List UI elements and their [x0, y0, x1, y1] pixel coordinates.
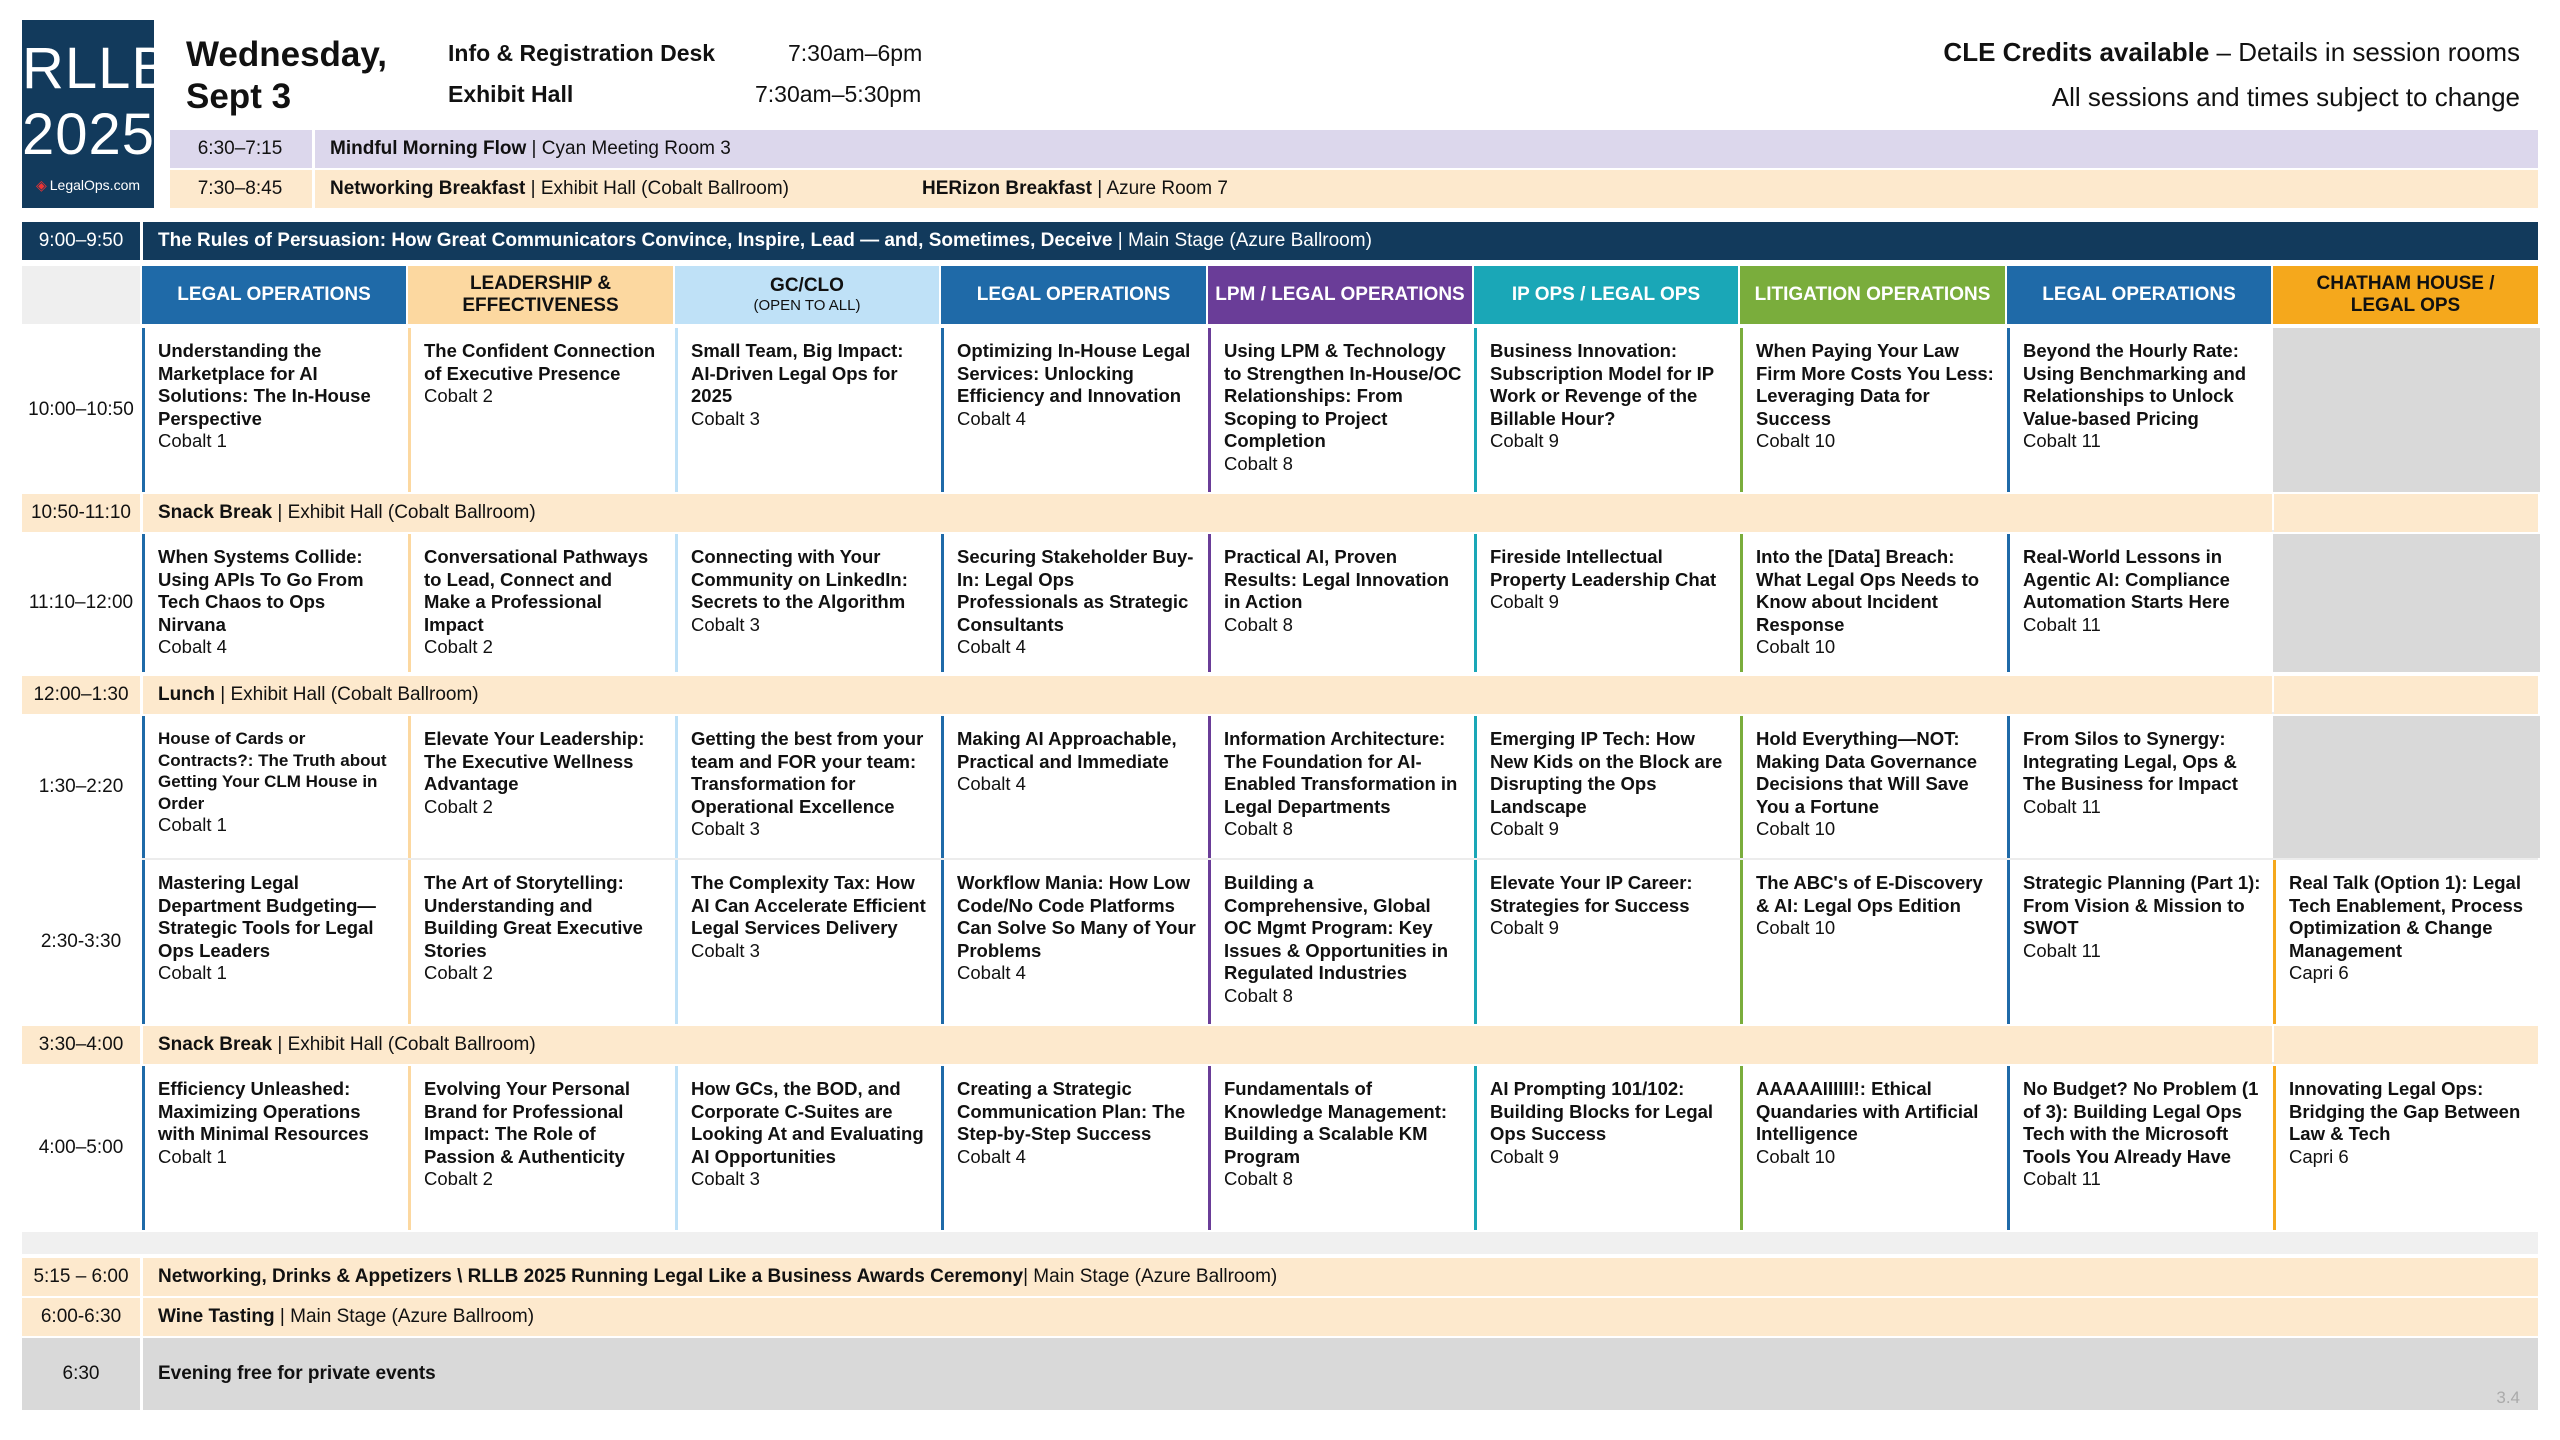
- band-divider: [140, 1298, 143, 1336]
- track-header: [2007, 266, 2271, 324]
- session-cell[interactable]: [675, 534, 939, 672]
- session-room: Cobalt 3: [691, 818, 760, 839]
- evening-time: 6:00-6:30: [40, 1306, 122, 1327]
- session-room: Capri 6: [2289, 1145, 2349, 1167]
- session-room: Cobalt 11: [2023, 613, 2101, 635]
- band-loc: | Cyan Meeting Room 3: [526, 138, 731, 159]
- session-title: Practical AI, Proven Results: Legal Innovation in Action: [1224, 546, 1450, 612]
- session-title: The Confident Connection of Executive Presence: [424, 340, 656, 384]
- track-label: LEADERSHIP &: [469, 273, 612, 294]
- session-cell[interactable]: [941, 1066, 1206, 1230]
- session-title: Emerging IP Tech: How New Kids on the Block are Disrupting the Ops Landscape: [1490, 728, 1723, 817]
- session-title: Understanding the Marketplace for AI Solutions: The In-House Perspective: [158, 340, 371, 429]
- band-divider: [140, 222, 143, 260]
- track-label: LITIGATION OPERATIONS: [1754, 284, 1991, 305]
- track-label: GC/CLO: [770, 275, 844, 296]
- session-room: Cobalt 8: [1224, 984, 1293, 1006]
- band-divider: [140, 1338, 143, 1410]
- session-title: Securing Stakeholder Buy-In: Legal Ops Professionals as Strategic Consultants: [957, 546, 1194, 635]
- session-room: Cobalt 4: [957, 407, 1026, 429]
- track-header: [2273, 266, 2538, 324]
- session-room: Cobalt 4: [957, 636, 1026, 657]
- session-room: Cobalt 2: [424, 962, 493, 983]
- session-title: When Systems Collide: Using APIs To Go From Tech Chaos to Ops Nirvana: [158, 546, 364, 635]
- session-cell[interactable]: [941, 328, 1206, 492]
- evening-title: Wine Tasting: [158, 1306, 275, 1327]
- band-title: Mindful Morning Flow: [330, 138, 527, 159]
- row-time: 4:00–5:00: [38, 1137, 124, 1158]
- session-cell[interactable]: [408, 534, 673, 672]
- session-cell[interactable]: [1474, 534, 1738, 672]
- break-time: 3:30–4:00: [38, 1034, 124, 1055]
- band-loc: | Exhibit Hall (Cobalt Ballroom): [525, 178, 789, 199]
- session-room: Cobalt 10: [1756, 917, 1836, 938]
- band-divider: [312, 170, 315, 208]
- track-header: [1208, 266, 1472, 324]
- cle-rest: – Details in session rooms: [2209, 37, 2520, 67]
- session-cell[interactable]: [1208, 328, 1472, 492]
- session-room: Cobalt 2: [424, 795, 493, 817]
- session-room: Cobalt 10: [1756, 1145, 1836, 1167]
- session-cell[interactable]: [675, 716, 939, 858]
- row-divider: [142, 858, 2538, 860]
- evening-time: 5:15 – 6:00: [33, 1266, 129, 1287]
- evening-band: [22, 1338, 2538, 1410]
- row-time: 1:30–2:20: [38, 776, 124, 797]
- session-room: Cobalt 11: [2023, 1168, 2101, 1189]
- session-title: How GCs, the BOD, and Corporate C-Suites are Looking At and Evaluating AI Opportunities: [691, 1078, 924, 1167]
- session-room: Cobalt 2: [424, 1168, 493, 1189]
- evening-text: [158, 1258, 1277, 1296]
- page-date: [186, 34, 426, 118]
- session-title: Elevate Your IP Career: Strategies for Success: [1490, 872, 1693, 916]
- session-title: When Paying Your Law Firm More Costs You Less: Leveraging Data for Success: [1756, 340, 1994, 429]
- band-divider: [140, 1026, 143, 1064]
- session-title: No Budget? No Problem (1 of 3): Building Legal Ops Tech with the Microsoft Tools You Already Have: [2023, 1078, 2259, 1167]
- session-title: Making AI Approachable, Practical and Immediate: [957, 728, 1177, 772]
- break-title: Snack Break: [158, 1034, 273, 1055]
- track-header: [1474, 266, 1738, 324]
- logo-text-line1: RLLB: [22, 36, 172, 101]
- grid-footer-spacer: [22, 1232, 2538, 1254]
- evening-band: [22, 1258, 2538, 1296]
- empty-slot: [2273, 328, 2540, 492]
- track-sublabel: (OPEN TO ALL): [753, 297, 861, 314]
- session-title: AAAAAIIIIII!: Ethical Quandaries with Artificial Intelligence: [1756, 1078, 1979, 1144]
- keynote-loc: | Main Stage (Azure Ballroom): [1112, 230, 1372, 251]
- session-cell[interactable]: [2007, 860, 2271, 1024]
- session-cell[interactable]: [142, 860, 406, 1024]
- break-band-end: [2274, 494, 2538, 532]
- cle-bold: CLE Credits available: [1943, 37, 2210, 67]
- band-divider: [140, 1258, 143, 1296]
- track-label: LPM / LEGAL OPERATIONS: [1215, 284, 1465, 305]
- track-header: [675, 266, 939, 324]
- session-room: Cobalt 11: [2023, 795, 2101, 817]
- session-room: Cobalt 1: [158, 430, 227, 451]
- evening-title: Networking, Drinks & Appetizers \ RLLB 2025 Running Legal Like a Business Awards Ceremony: [158, 1266, 1024, 1287]
- subject-to-change: All sessions and times subject to change: [2051, 82, 2520, 112]
- session-cell[interactable]: [675, 328, 939, 492]
- session-title: Using LPM & Technology to Strengthen In-House/OC Relationships: From Scoping to Project Completion: [1224, 340, 1462, 451]
- break-title: Snack Break: [158, 502, 273, 523]
- session-title: Evolving Your Personal Brand for Professional Impact: The Role of Passion & Authenticity: [424, 1078, 630, 1167]
- session-title: Information Architecture: The Foundation for AI-Enabled Transformation in Legal Departments: [1224, 728, 1458, 817]
- session-cell[interactable]: [408, 860, 673, 1024]
- session-title: Strategic Planning (Part 1): From Vision & Mission to SWOT: [2023, 872, 2261, 938]
- session-cell[interactable]: [2007, 534, 2271, 672]
- break-loc: | Exhibit Hall (Cobalt Ballroom): [272, 502, 536, 523]
- track-header: [408, 266, 673, 324]
- track-header-corner: [22, 266, 140, 324]
- evening-title: Evening free for private events: [158, 1363, 436, 1384]
- band-divider: [140, 676, 143, 714]
- session-cell[interactable]: [1474, 1066, 1738, 1230]
- session-cell[interactable]: [1208, 1066, 1472, 1230]
- info-desk-label: Info & Registration Desk: [448, 40, 716, 66]
- break-band: [22, 676, 2272, 714]
- session-room: Cobalt 1: [158, 962, 227, 983]
- session-cell[interactable]: [675, 1066, 939, 1230]
- session-room: Cobalt 8: [1224, 1168, 1293, 1189]
- band-divider: [140, 494, 143, 532]
- session-cell[interactable]: [408, 328, 673, 492]
- track-sublabel: EFFECTIVENESS: [462, 295, 619, 316]
- track-header: [1740, 266, 2005, 324]
- track-label: LEGAL OPERATIONS: [2042, 284, 2236, 305]
- session-cell[interactable]: [1208, 716, 1472, 858]
- session-title: From Silos to Synergy: Integrating Legal, Ops & The Business for Impact: [2023, 728, 2238, 794]
- session-room: Cobalt 4: [957, 962, 1026, 983]
- session-cell[interactable]: [941, 534, 1206, 672]
- session-title: Building a Comprehensive, Global OC Mgmt Program: Key Issues & Opportunities in Regulated Industries: [1224, 872, 1449, 983]
- track-header: [941, 266, 1206, 324]
- session-title: Creating a Strategic Communication Plan: The Step-by-Step Success: [957, 1078, 1186, 1144]
- break-loc: | Exhibit Hall (Cobalt Ballroom): [272, 1034, 536, 1055]
- session-room: Cobalt 3: [691, 407, 760, 429]
- session-room: Cobalt 4: [158, 636, 227, 657]
- session-cell[interactable]: [1474, 328, 1738, 492]
- session-title: Innovating Legal Ops: Bridging the Gap Between Law & Tech: [2289, 1078, 2521, 1144]
- session-room: Cobalt 2: [424, 636, 493, 657]
- cle-notice: [1943, 36, 2520, 68]
- keynote-band: [22, 222, 2538, 260]
- track-label: CHATHAM HOUSE /: [2316, 273, 2495, 294]
- session-room: Cobalt 3: [691, 1168, 760, 1189]
- session-title: Real-World Lessons in Agentic AI: Compliance Automation Starts Here: [2023, 546, 2230, 612]
- session-room: Cobalt 10: [1756, 818, 1836, 839]
- session-room: Cobalt 3: [691, 613, 760, 635]
- session-room: Cobalt 9: [1490, 591, 1559, 612]
- break-loc: | Exhibit Hall (Cobalt Ballroom): [215, 684, 479, 705]
- session-title: Optimizing In-House Legal Services: Unlocking Efficiency and Innovation: [957, 340, 1191, 406]
- session-title: Conversational Pathways to Lead, Connect and Make a Professional Impact: [424, 546, 649, 635]
- session-cell[interactable]: [1740, 534, 2005, 672]
- session-cell[interactable]: [142, 534, 406, 672]
- keynote-time: 9:00–9:50: [38, 230, 124, 251]
- session-title: Elevate Your Leadership: The Executive Wellness Advantage: [424, 728, 645, 794]
- band-divider: [312, 130, 315, 168]
- session-cell[interactable]: [2007, 716, 2271, 858]
- session-room: Cobalt 8: [1224, 818, 1293, 839]
- session-cell[interactable]: [2273, 1066, 2538, 1230]
- info-desk-time: 7:30am–6pm: [788, 40, 923, 66]
- session-cell[interactable]: [941, 860, 1206, 1024]
- exhibit-time: 7:30am–5:30pm: [755, 81, 922, 107]
- session-title: Fireside Intellectual Property Leadership Chat: [1490, 546, 1717, 590]
- logo-site: ◈ LegalOps.com: [22, 177, 154, 194]
- session-title: Into the [Data] Breach: What Legal Ops Needs to Know about Incident Response: [1756, 546, 1980, 635]
- band-text-2: [922, 170, 1228, 208]
- break-text: [158, 676, 479, 714]
- session-cell[interactable]: [1474, 716, 1738, 858]
- band-text: [330, 130, 731, 168]
- session-title: Fundamentals of Knowledge Management: Building a Scalable KM Program: [1224, 1078, 1448, 1167]
- band-time: 6:30–7:15: [197, 138, 283, 159]
- row-time: 11:10–12:00: [28, 592, 134, 613]
- session-room: Cobalt 10: [1756, 430, 1836, 451]
- track-label: LEGAL OPERATIONS: [177, 284, 371, 305]
- break-time: 12:00–1:30: [33, 684, 129, 705]
- break-band: [22, 494, 2272, 532]
- evening-loc: | Main Stage (Azure Ballroom): [1023, 1266, 1278, 1287]
- evening-loc: | Main Stage (Azure Ballroom): [274, 1306, 535, 1327]
- session-cell[interactable]: [2007, 1066, 2271, 1230]
- band-title: Networking Breakfast: [330, 178, 526, 199]
- session-cell[interactable]: [1740, 860, 2005, 1024]
- break-time: 10:50-11:10: [30, 502, 131, 523]
- session-room: Cobalt 2: [424, 385, 493, 406]
- session-room: Cobalt 11: [2023, 430, 2101, 451]
- band-title-2: HERizon Breakfast: [922, 178, 1092, 199]
- evening-text: [158, 1298, 534, 1336]
- track-header: [142, 266, 406, 324]
- session-room: Cobalt 4: [957, 1145, 1026, 1167]
- break-band-end: [2274, 676, 2538, 714]
- keynote-text: [158, 222, 1372, 260]
- empty-slot: [2273, 534, 2540, 672]
- session-room: Capri 6: [2289, 962, 2349, 983]
- session-title: Mastering Legal Department Budgeting—Strategic Tools for Legal Ops Leaders: [158, 872, 376, 961]
- exhibit-label: Exhibit Hall: [448, 81, 574, 107]
- session-title: The Art of Storytelling: Understanding and Building Great Executive Stories: [424, 872, 643, 961]
- keynote-title: The Rules of Persuasion: How Great Communicators Convince, Inspire, Lead — and, Sometimes, Deceive: [158, 230, 1113, 251]
- session-title: Getting the best from your team and FOR your team: Transformation for Operational Excellence: [691, 728, 924, 817]
- session-cell[interactable]: [408, 716, 673, 858]
- evening-band: [22, 1298, 2538, 1336]
- session-room: Cobalt 9: [1490, 818, 1559, 839]
- session-cell[interactable]: [1740, 1066, 2005, 1230]
- evening-time: 6:30: [62, 1363, 100, 1384]
- session-title: The ABC's of E-Discovery & AI: Legal Ops Edition: [1756, 872, 1983, 916]
- break-text: [158, 494, 536, 532]
- session-cell[interactable]: [1474, 860, 1738, 1024]
- session-cell[interactable]: [142, 328, 406, 492]
- session-room: Cobalt 3: [691, 939, 760, 961]
- session-title: Business Innovation: Subscription Model for IP Work or Revenge of the Billable Hour?: [1490, 340, 1714, 429]
- session-cell[interactable]: [1740, 716, 2005, 858]
- session-title: Connecting with Your Community on LinkedIn: Secrets to the Algorithm: [691, 546, 908, 612]
- session-cell[interactable]: [142, 716, 406, 858]
- break-text: [158, 1026, 536, 1064]
- break-band-end: [2274, 1026, 2538, 1064]
- session-title: Beyond the Hourly Rate: Using Benchmarking and Relationships to Unlock Value-based Pricing: [2023, 340, 2247, 429]
- session-title: The Complexity Tax: How AI Can Accelerate Efficient Legal Services Delivery: [691, 872, 926, 938]
- day-label: Wednesday,: [186, 35, 387, 74]
- session-room: Cobalt 10: [1756, 636, 1836, 657]
- date-label: Sept 3: [186, 77, 292, 116]
- row-time: 2:30-3:30: [40, 931, 122, 952]
- session-room: Cobalt 8: [1224, 452, 1293, 474]
- band-mindful: [170, 130, 2538, 168]
- session-cell[interactable]: [2007, 328, 2271, 492]
- session-room: Cobalt 9: [1490, 430, 1559, 451]
- session-title: AI Prompting 101/102: Building Blocks for Legal Ops Success: [1490, 1078, 1714, 1144]
- session-title: Efficiency Unleashed: Maximizing Operations with Minimal Resources: [158, 1078, 369, 1144]
- session-room: Cobalt 4: [957, 773, 1026, 794]
- band-time: 7:30–8:45: [197, 178, 283, 199]
- event-logo: [22, 20, 172, 208]
- session-cell[interactable]: [1740, 328, 2005, 492]
- session-room: Cobalt 9: [1490, 1145, 1559, 1167]
- session-cell[interactable]: [142, 1066, 406, 1230]
- session-cell[interactable]: [1208, 534, 1472, 672]
- break-title: Lunch: [158, 684, 215, 705]
- session-cell[interactable]: [941, 716, 1206, 858]
- session-room: Cobalt 8: [1224, 613, 1293, 635]
- session-room: Cobalt 1: [158, 1145, 227, 1167]
- session-cell[interactable]: [2273, 860, 2538, 1024]
- track-sublabel: LEGAL OPS: [2350, 295, 2461, 316]
- session-title: Small Team, Big Impact: AI-Driven Legal Ops for 2025: [691, 340, 904, 406]
- band-loc-2: | Azure Room 7: [1092, 178, 1228, 199]
- empty-slot: [2273, 716, 2540, 858]
- session-room: Cobalt 9: [1490, 917, 1559, 938]
- page-number: 3.4: [2496, 1388, 2520, 1407]
- session-cell[interactable]: [408, 1066, 673, 1230]
- session-room: Cobalt 11: [2023, 939, 2101, 961]
- band-text: [330, 170, 789, 208]
- session-title: Workflow Mania: How Low Code/No Code Platforms Can Solve So Many of Your Problems: [957, 872, 1196, 961]
- session-room: Cobalt 1: [158, 814, 227, 835]
- logo-text-line2: 2025: [22, 102, 156, 167]
- session-title: House of Cards or Contracts?: The Truth about Getting Your CLM House in Order: [158, 729, 387, 813]
- break-band: [22, 1026, 2272, 1064]
- session-cell[interactable]: [1208, 860, 1472, 1024]
- row-time: 10:00–10:50: [28, 399, 134, 420]
- evening-text: [158, 1338, 436, 1410]
- band-breakfast: [170, 170, 2538, 208]
- track-label: LEGAL OPERATIONS: [976, 284, 1171, 305]
- session-title: Hold Everything—NOT: Making Data Governance Decisions that Will Save You a Fortune: [1756, 728, 1978, 817]
- session-title: Real Talk (Option 1): Legal Tech Enablement, Process Optimization & Change Management: [2289, 872, 2524, 961]
- session-cell[interactable]: [675, 860, 939, 1024]
- track-label: IP OPS / LEGAL OPS: [1511, 284, 1701, 305]
